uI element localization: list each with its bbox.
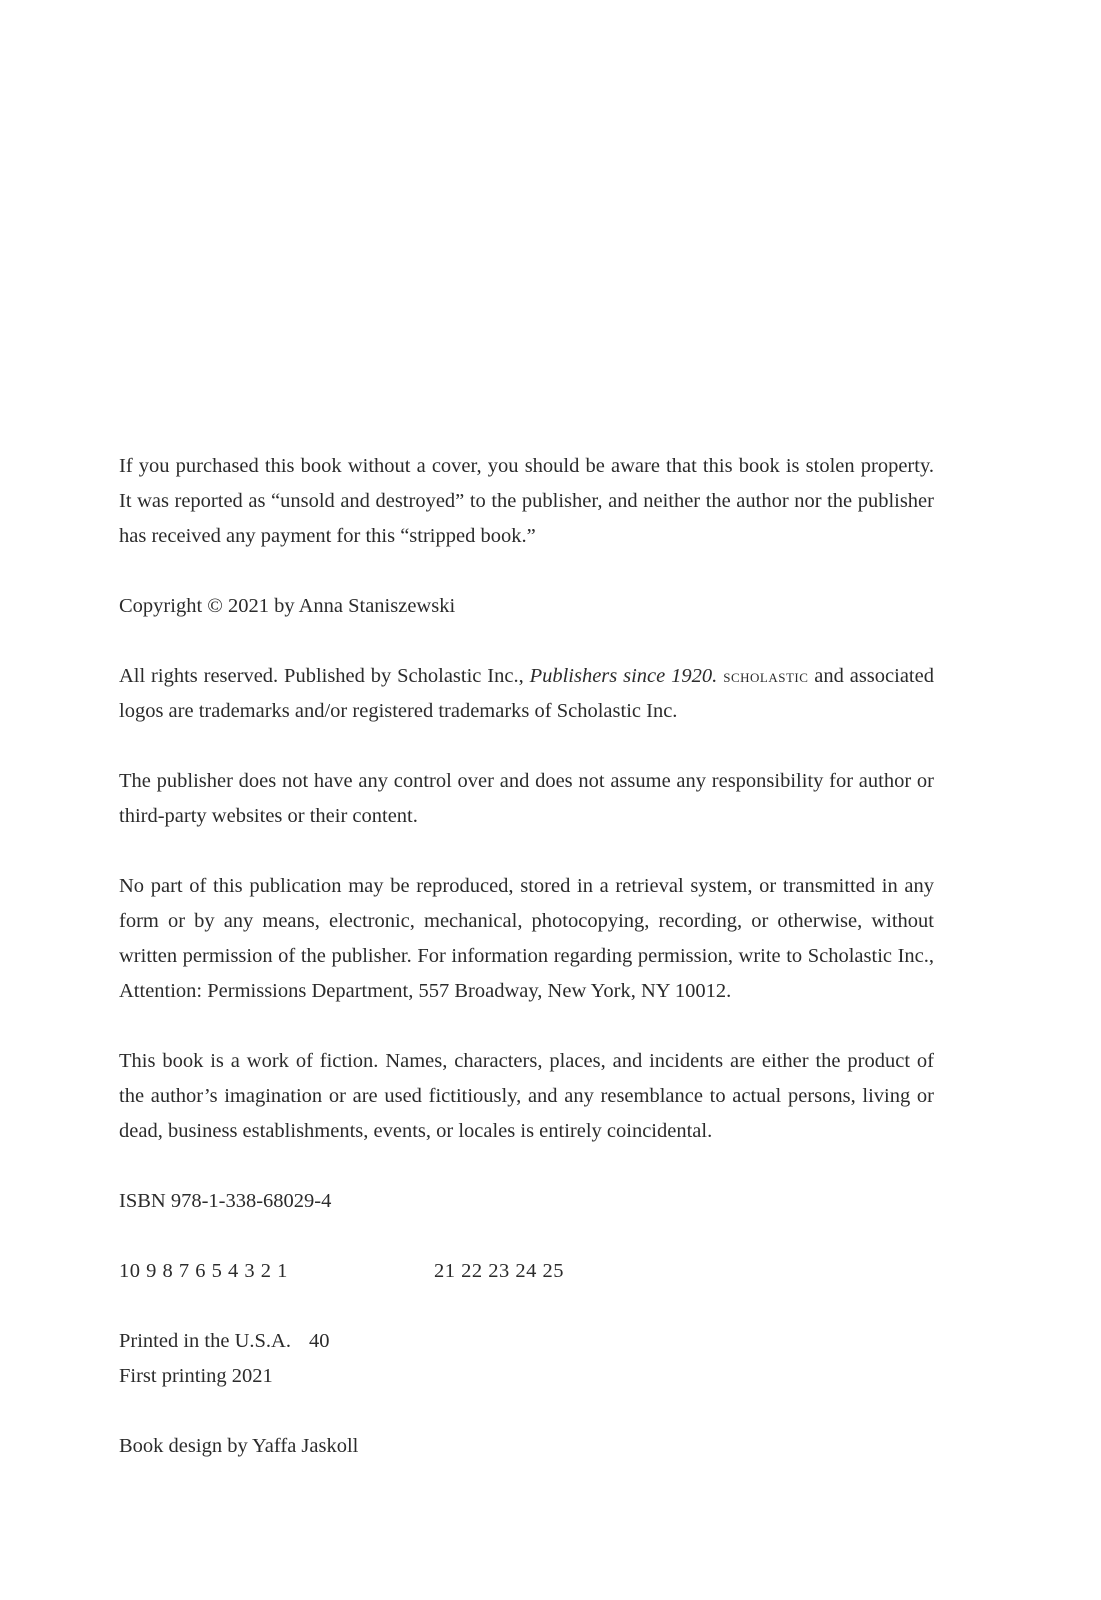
book-design-credit: Book design by Yaffa Jaskoll — [119, 1435, 359, 1457]
isbn-line: ISBN 978-1-338-68029-4 — [119, 1190, 332, 1212]
fiction-disclaimer: This book is a work of fiction. Names, characters, places, and incidents are either the product of the author’s imagination or are used fictitiously, and any resemblance to actual persons, living or dead, business establishments, events, or locales is entirely coincidental. — [119, 1050, 934, 1142]
copyright-line: Copyright © 2021 by Anna Staniszewski — [119, 595, 456, 617]
rights-lead: All rights reserved. Published by Scholastic Inc., — [119, 665, 530, 687]
permissions-paragraph: No part of this publication may be reproduced, stored in a retrieval system, or transmitted in any form or by any means, electronic, mechanical, photocopying, recording, or otherwise, without written permission of the publisher. For information regarding permission, write to Scholastic Inc., Attention: Permissions Department, 557 Broadway, New York, NY 10012. — [119, 875, 934, 1002]
printer-key-line — [119, 1254, 934, 1289]
first-printing-line: First printing 2021 — [119, 1365, 273, 1387]
copyright-block — [119, 449, 934, 1464]
publishers-since: Publishers since 1920. — [529, 665, 718, 687]
printed-location: Printed in the U.S.A. — [119, 1330, 291, 1352]
scholastic-brand: scholastic — [717, 666, 809, 687]
impression-numbers: 10 9 8 7 6 5 4 3 2 1 — [119, 1260, 288, 1282]
responsibility-paragraph: The publisher does not have any control over and does not assume any responsibility for author or third-party websites or their content. — [119, 770, 934, 827]
printed-in-line — [119, 1324, 934, 1359]
rights-reserved-paragraph — [119, 659, 934, 729]
year-numbers: 21 22 23 24 25 — [434, 1260, 564, 1282]
printer-code: 40 — [308, 1330, 330, 1352]
rights-tail: and associated logos are trademarks and/or registered trademarks of Scholastic Inc. — [119, 665, 934, 722]
stripped-book-notice: If you purchased this book without a cover, you should be aware that this book is stolen property. It was reported as “unsold and destroyed” to the publisher, and neither the author nor the publisher has received any payment for this “stripped book.” — [119, 455, 934, 547]
